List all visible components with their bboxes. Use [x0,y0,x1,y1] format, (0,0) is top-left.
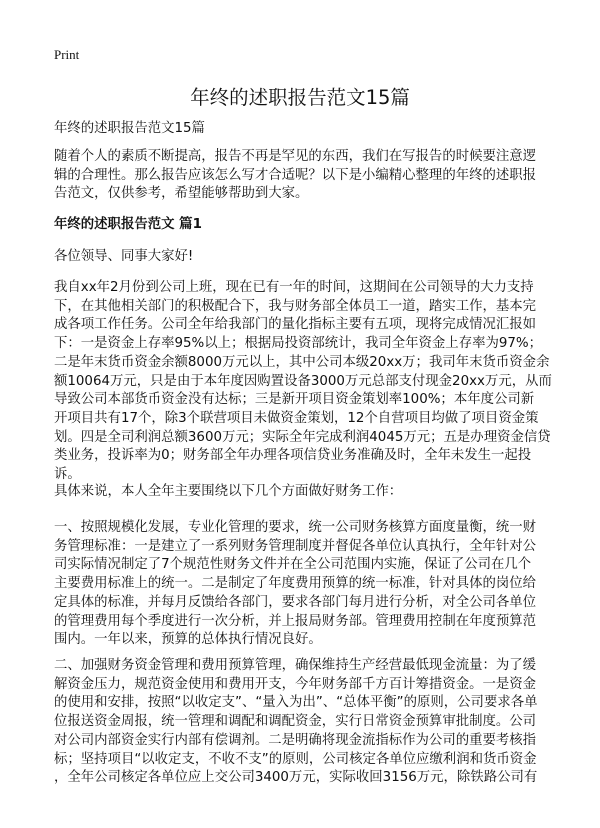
text-line: 开项目共有17个，除3个联营项目未做资金策划，12个自营项目均做了项目资金策 [54,410,539,426]
text-line: 二、加强财务资金管理和费用预算管理，确保维持生产经营最低现金流量：为了缓 [54,658,537,673]
text-line: 导致公司本部货币资金没有达标；三是新开项目资金策划率100%；本年度公司新 [54,392,535,408]
paragraph-1 [54,279,554,485]
text-line: 额10064万元，只是由于本年度因购置设备3000万元总部支付现金20xx万元，从而 [54,373,552,389]
text-line: 二是年末货币资金余额8000万元以上，其中公司本级20xx万；我司年末货币资金余 [54,354,550,370]
text-line: 位报送资金周报，统一管理和调配和调配资金，实行日常资金预算审批制度。公司 [54,714,537,730]
paragraph-4 [54,657,554,788]
text-line: 随着个人的素质不断提高，报告不再是罕见的东西，我们在写报告的时候要注意逻 [54,149,537,164]
text-line: 告范文，仅供参考，希望能够帮助到大家。 [54,186,309,202]
text-line: 成各项工作任务。公司全年给我部门的量化指标主要有五项，现将完成情况汇报如 [54,317,537,333]
text-line: ，全年公司核定各单位应上交公司3400万元，实际收回3156万元，除铁路公司有 [54,770,538,786]
text-line: 划。四是全司利润总额3600万元；实际全年完成利润4045万元；五是办理资金信贷 [54,429,551,445]
text-line: 解资金压力，规范资金使用和费用开支，今年财务部千方百计筹措资金。一是资金 [54,676,537,692]
intro-paragraph [54,148,554,204]
text-line: 围内。一年以来，预算的总体执行情况良好。 [54,632,322,648]
subtitle: 年终的述职报告范文15篇 [54,121,205,136]
text-line: 下：一是资金上存率95%以上；根据局投资部统计，我司全年资金上存率为97%； [54,336,543,352]
paragraph-3 [54,519,554,650]
text-line: 主要费用标准上的统一。二是制定了年度费用预算的统一标准，针对具体的岗位给 [54,576,537,592]
text-line: 务管理标准：一是建立了一系列财务管理制度并督促各单位认真执行，全年针对公 [54,538,537,554]
text-line: 的使用和安排，按照“以收定支”、“量入为出”、“总体平衡”的原则，公司要求各单 [54,695,538,711]
text-line: 一、按照规模化发展，专业化管理的要求，统一公司财务核算方面度量衡，统一财 [54,520,537,535]
text-line: 类业务，投诉率为0；财务部全年办理各项信贷业务准确及时，全年未发生一起投 [54,448,532,464]
greeting: 各位领导、同事大家好! [54,249,194,264]
text-line: 我自xx年2月份到公司上班，现在已有一年的时间，这期间在公司领导的大力支持 [54,280,534,295]
text-line: 的管理费用每个季度进行一次分析，并上报局财务部。管理费用控制在年度预算范 [54,613,537,629]
section-heading: 年终的述职报告范文 篇1 [54,217,202,232]
text-line: 司实际情况制定了7个规范性财务文件并在全公司范围内实施，保证了公司在几个 [54,557,532,573]
text-line: 标；坚持项目“以收定支，不收不支”的原则，公司核定各单位应缴利润和货币资金 [54,751,537,767]
print-link[interactable]: Print [54,47,80,62]
text-line: 诉。 [54,467,81,483]
paragraph-2: 具体来说，本人全年主要围绕以下几个方面做好财务工作： [54,484,403,499]
text-line: 下，在其他相关部门的积极配合下，我与财务部全体员工一道，踏实工作，基本完 [54,298,537,314]
page-title: 年终的述职报告范文15篇 [190,86,410,109]
text-line: 辑的合理性。那么报告应该怎么写才合适呢？以下是小编精心整理的年终的述职报 [54,167,537,183]
text-line: 对公司内部资金实行内部有偿调剂。二是明确将现金流指标作为公司的重要考核指 [54,732,537,748]
text-line: 定具体的标准，并每月反馈给各部门，要求各部门每月进行分析，对全公司各单位 [54,594,537,610]
